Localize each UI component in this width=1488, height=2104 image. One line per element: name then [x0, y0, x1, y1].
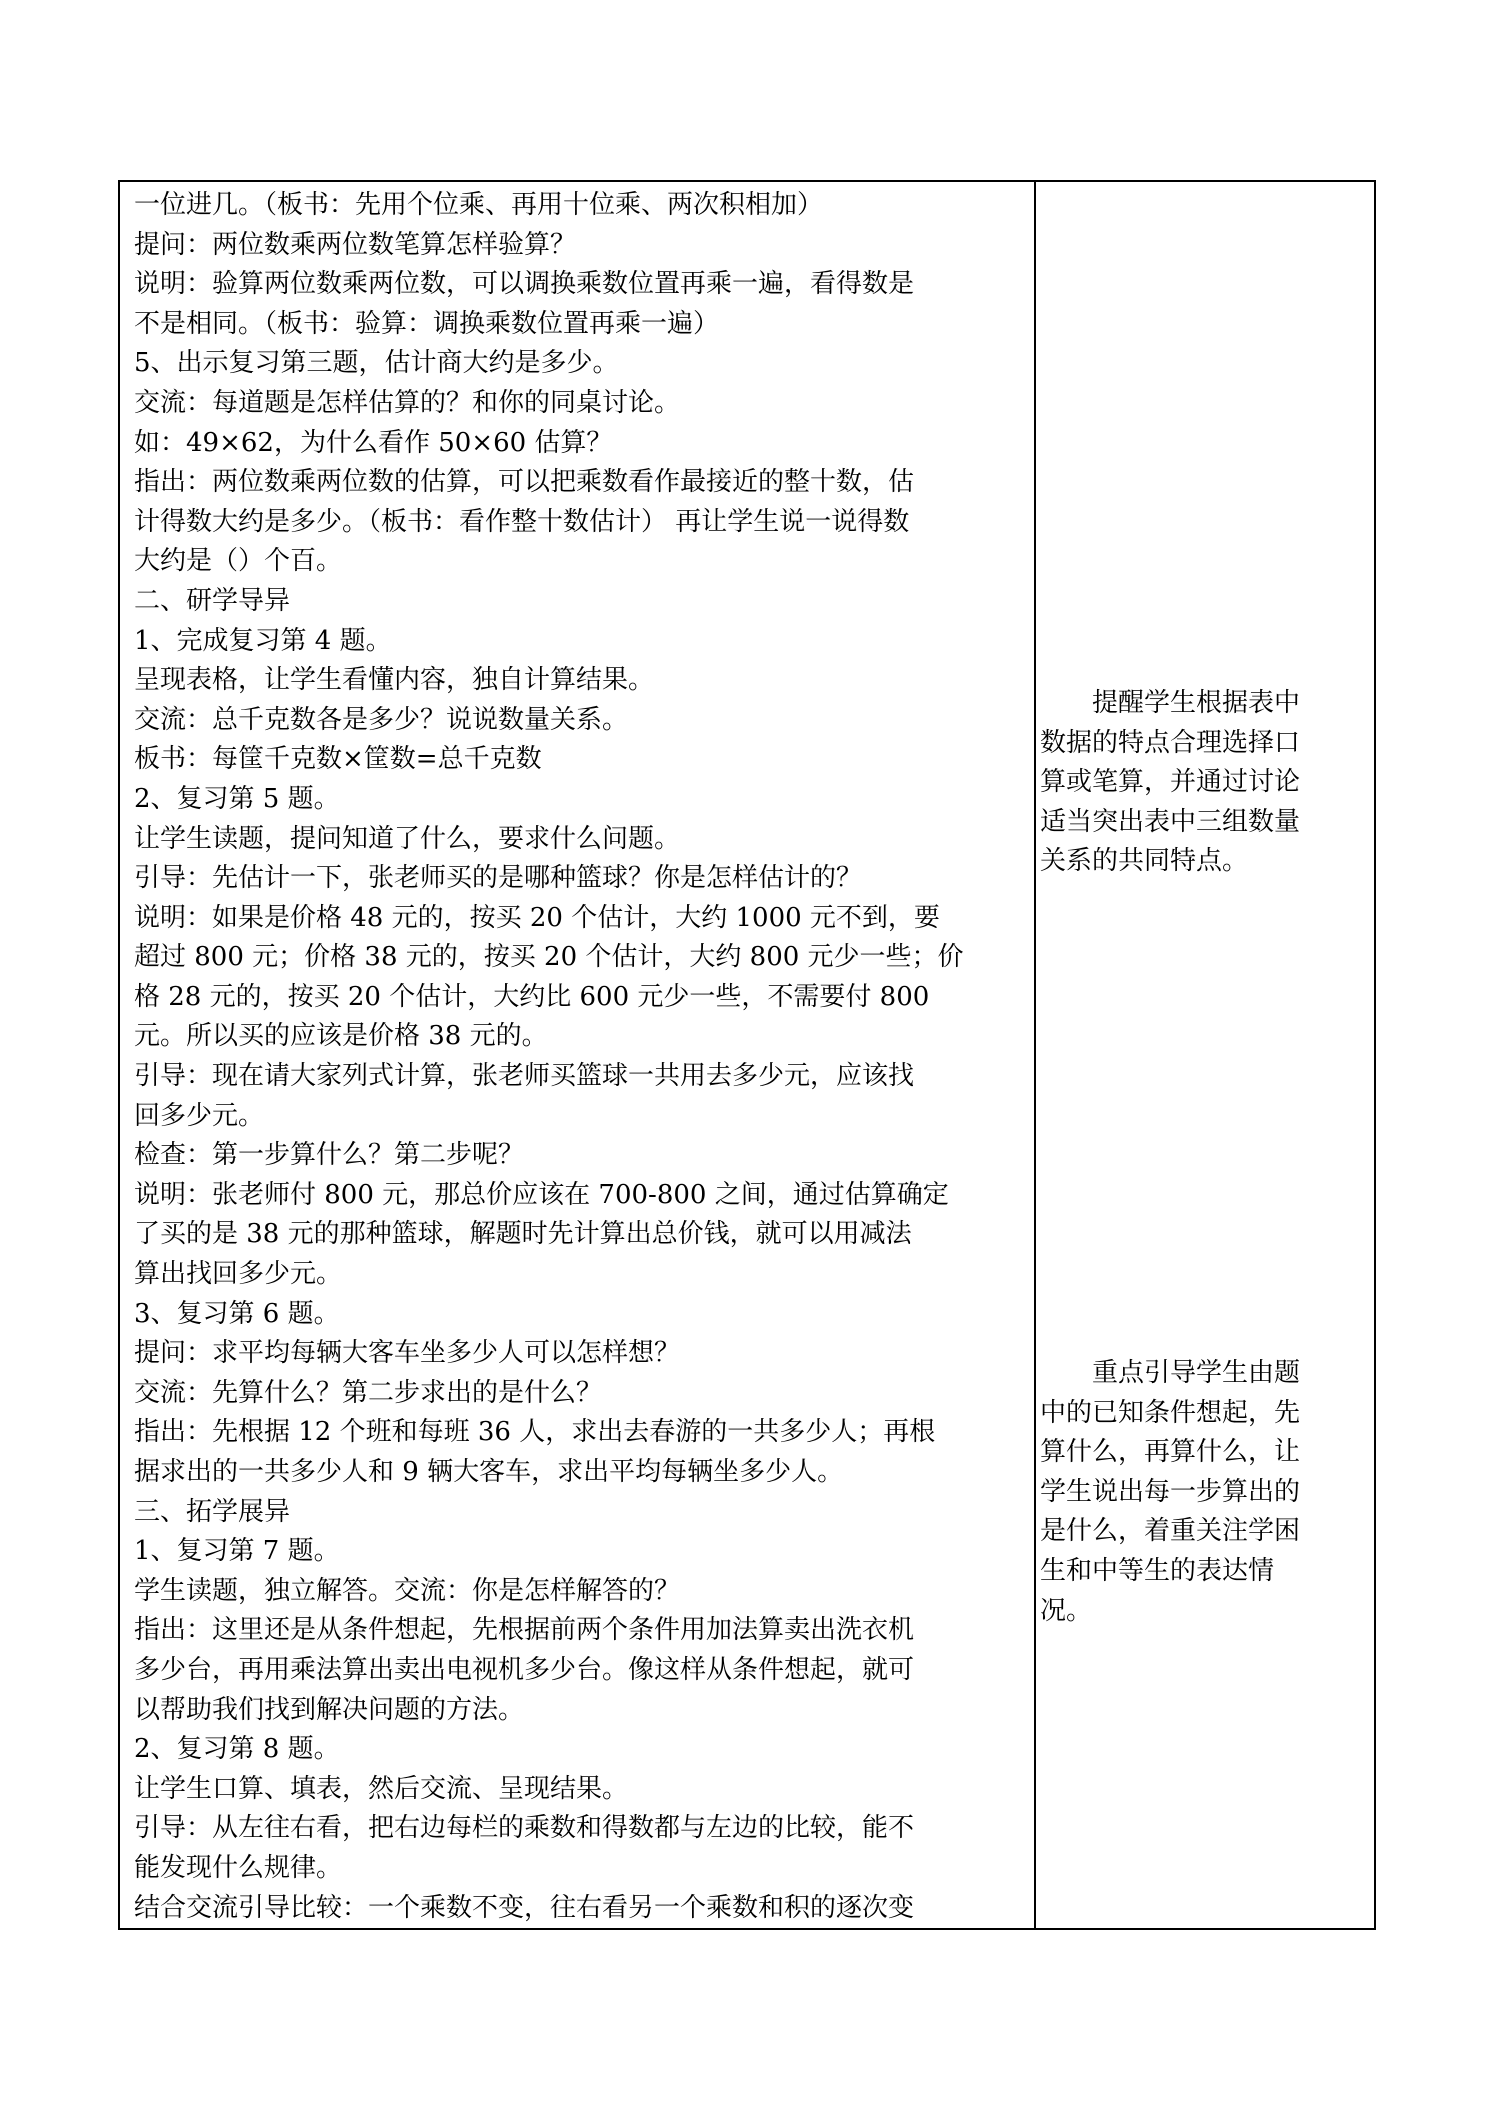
text-line: 超过 800 元；价格 38 元的，按买 20 个估计，大约 800 元少一些；价	[134, 942, 964, 973]
text-line: 说明：如果是价格 48 元的，按买 20 个估计，大约 1000 元不到，要	[134, 902, 940, 933]
text-line: 据求出的一共多少人和 9 辆大客车，求出平均每辆坐多少人。	[134, 1457, 844, 1487]
text-line: 计得数大约是多少。（板书：看作整十数估计） 再让学生说一说得数	[134, 506, 910, 537]
note-line: 中的已知条件想起，先	[1040, 1397, 1301, 1428]
note-line: 提醒学生根据表中	[1092, 688, 1301, 718]
text-line: 如：49×62，为什么看作 50×60 估算？	[134, 427, 613, 458]
text-line: 引导：从左往右看，把右边每栏的乘数和得数都与左边的比较，能不	[134, 1813, 915, 1844]
text-line: 了买的是 38 元的那种篮球，解题时先计算出总价钱，就可以用减法	[134, 1219, 912, 1250]
text-line: 交流：先算什么？第二步求出的是什么？	[134, 1377, 603, 1408]
text-line: 指出：先根据 12 个班和每班 36 人，求出去春游的一共多少人；再根	[134, 1417, 936, 1448]
text-line: 2、复习第 5 题。	[134, 783, 340, 814]
note-line: 算什么，再算什么，让	[1040, 1437, 1301, 1468]
text-line: 能发现什么规律。	[134, 1852, 343, 1883]
text-line: 5、出示复习第三题，估计商大约是多少。	[134, 348, 619, 379]
design-notes-cell	[1035, 181, 1375, 1929]
text-line: 检查：第一步算什么？第二步呢？	[134, 1140, 525, 1171]
note-line: 算或笔算，并通过讨论	[1040, 767, 1301, 798]
text-line: 1、复习第 7 题。	[134, 1536, 340, 1567]
text-line: 算出找回多少元。	[134, 1259, 343, 1290]
text-line: 说明：张老师付 800 元，那总价应该在 700-800 之间，通过估算确定	[134, 1179, 949, 1210]
text-line: 回多少元。	[134, 1100, 265, 1131]
text-line: 提问：求平均每辆大客车坐多少人可以怎样想？	[134, 1338, 681, 1369]
design-note-1	[1040, 684, 1362, 882]
text-line: 引导：先估计一下，张老师买的是哪种篮球？你是怎样估计的？	[134, 863, 863, 894]
note-line: 况。	[1040, 1595, 1093, 1626]
note-line: 数据的特点合理选择口	[1040, 727, 1301, 758]
text-line: 引导：现在请大家列式计算，张老师买篮球一共用去多少元，应该找	[134, 1061, 915, 1092]
text-line: 3、复习第 6 题。	[134, 1298, 340, 1329]
text-line: 交流：总千克数各是多少？说说数量关系。	[134, 704, 629, 735]
note-line: 适当突出表中三组数量	[1040, 806, 1301, 837]
text-line: 元。所以买的应该是价格 38 元的。	[134, 1021, 548, 1052]
text-line: 板书：每筐千克数×筐数=总千克数	[134, 744, 542, 775]
design-note-2	[1040, 1354, 1362, 1631]
text-line: 以帮助我们找到解决问题的方法。	[134, 1694, 525, 1725]
text-line: 不是相同。（板书：验算：调换乘数位置再乘一遍）	[134, 308, 720, 339]
note-line: 是什么，着重关注学困	[1040, 1516, 1301, 1547]
text-line: 提问：两位数乘两位数笔算怎样验算？	[134, 229, 577, 260]
text-line: 让学生读题，提问知道了什么，要求什么问题。	[134, 823, 681, 854]
lesson-plan-table	[118, 180, 1376, 1930]
text-line: 多少台，再用乘法算出卖出电视机多少台。像这样从条件想起，就可	[134, 1654, 915, 1685]
text-line: 指出：这里还是从条件想起，先根据前两个条件用加法算卖出洗衣机	[134, 1615, 915, 1646]
text-line: 学生读题，独立解答。交流：你是怎样解答的？	[134, 1575, 681, 1606]
text-line: 一位进几。（板书：先用个位乘、再用十位乘、两次积相加）	[134, 190, 824, 220]
text-line: 说明：验算两位数乘两位数，可以调换乘数位置再乘一遍，看得数是	[134, 269, 915, 300]
note-line: 重点引导学生由题	[1092, 1358, 1301, 1388]
text-line: 2、复习第 8 题。	[134, 1734, 340, 1765]
note-line: 学生说出每一步算出的	[1040, 1476, 1301, 1507]
text-line: 交流：每道题是怎样估算的？和你的同桌讨论。	[134, 387, 681, 418]
text-line: 结合交流引导比较：一个乘数不变，往右看另一个乘数和积的逐次变	[134, 1892, 915, 1923]
text-line: 指出：两位数乘两位数的估算，可以把乘数看作最接近的整十数，估	[134, 467, 915, 498]
note-line: 关系的共同特点。	[1040, 846, 1249, 877]
section-heading: 三、拓学展异	[134, 1496, 291, 1527]
text-line: 格 28 元的，按买 20 个估计，大约比 600 元少一些，不需要付 800	[134, 981, 930, 1012]
text-line: 1、完成复习第 4 题。	[134, 625, 392, 656]
teaching-process-text	[134, 186, 1022, 1928]
text-line: 让学生口算、填表，然后交流、呈现结果。	[134, 1773, 629, 1804]
section-heading: 二、研学导异	[134, 585, 291, 616]
text-line: 大约是（）个百。	[134, 546, 343, 577]
note-line: 生和中等生的表达情	[1040, 1555, 1275, 1586]
text-line: 呈现表格，让学生看懂内容，独自计算结果。	[134, 665, 655, 696]
teaching-process-cell	[119, 181, 1035, 1929]
